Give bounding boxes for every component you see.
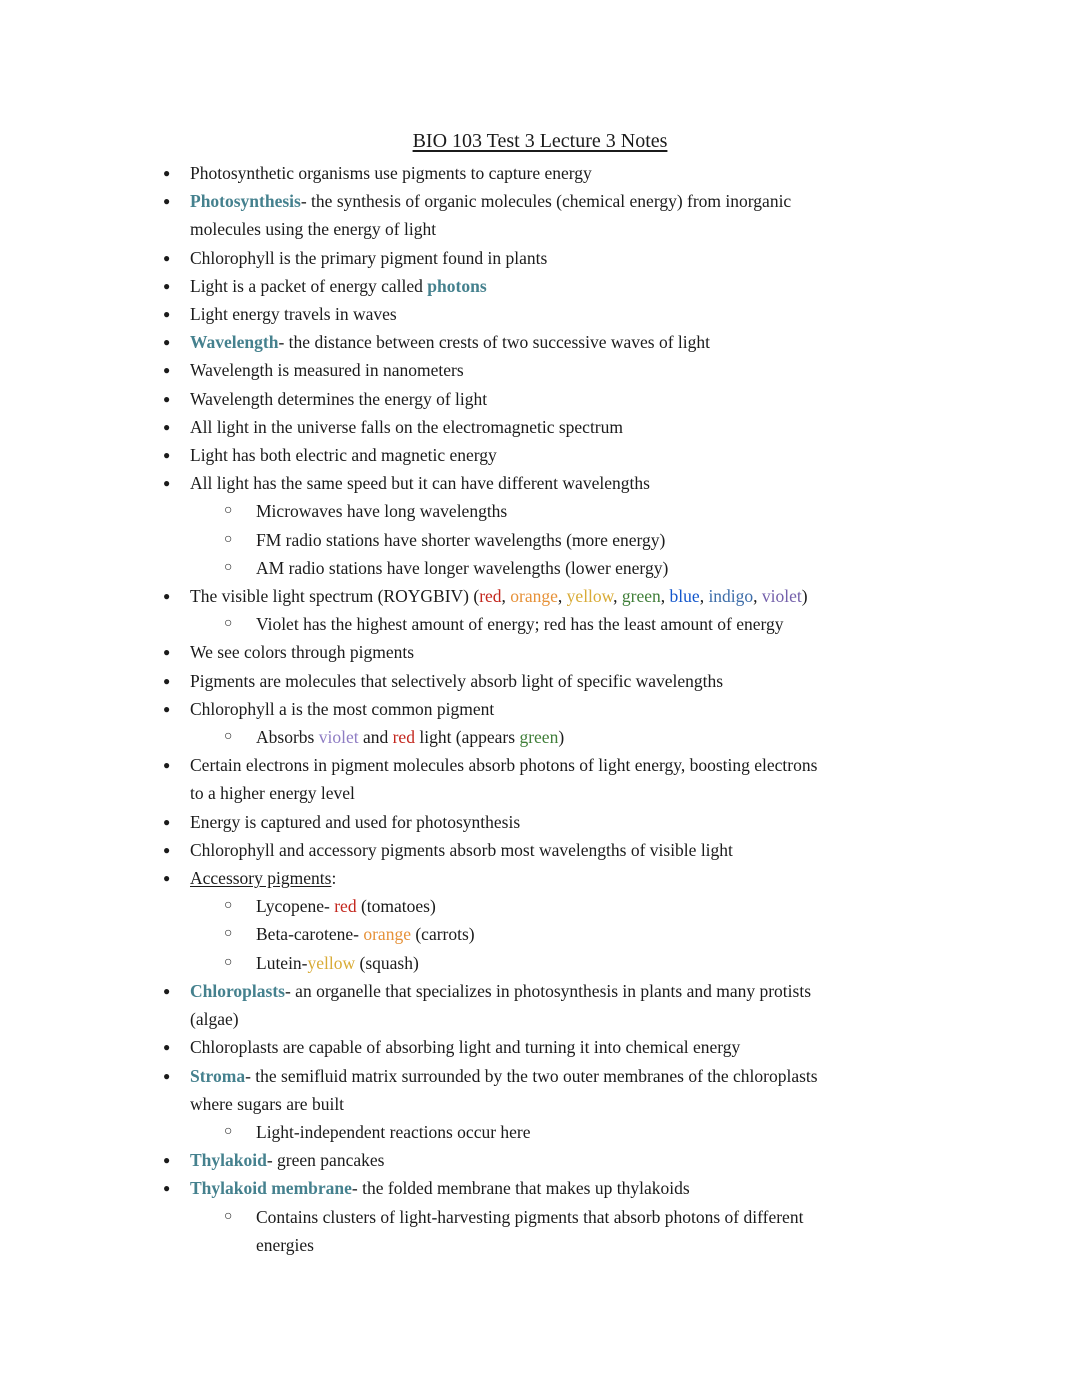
text-segment: Microwaves have long wavelengths bbox=[256, 501, 508, 522]
filled-bullet-icon: ● bbox=[163, 335, 171, 350]
text-segment: red bbox=[479, 586, 502, 607]
text-segment: Lycopene- bbox=[256, 896, 335, 917]
text-segment: , bbox=[613, 586, 622, 607]
text-segment: Energy is captured and used for photosynthesis bbox=[190, 811, 521, 832]
note-text bbox=[190, 332, 710, 352]
note-line bbox=[0, 441, 1080, 469]
text-segment: AM radio stations have longer wavelengths (lower energy) bbox=[256, 557, 669, 578]
note-line bbox=[0, 610, 1080, 638]
filled-bullet-icon: ● bbox=[163, 1040, 171, 1055]
text-segment: (squash) bbox=[355, 952, 419, 973]
note-text bbox=[190, 360, 464, 380]
note-line bbox=[0, 1174, 1080, 1202]
text-segment: orange bbox=[510, 586, 558, 607]
note-line bbox=[0, 187, 1080, 243]
note-text bbox=[190, 1178, 690, 1198]
text-segment: Accessory pigments bbox=[190, 868, 332, 889]
hollow-bullet-icon: ○ bbox=[224, 559, 233, 575]
text-segment: Thylakoid membrane bbox=[190, 1178, 352, 1199]
text-segment: Photosynthesis bbox=[190, 191, 301, 212]
hollow-bullet-icon: ○ bbox=[224, 503, 233, 519]
note-text bbox=[256, 1122, 531, 1142]
hollow-bullet-icon: ○ bbox=[224, 898, 233, 914]
text-segment: blue bbox=[669, 586, 700, 607]
text-segment: Lutein- bbox=[256, 952, 308, 973]
note-line bbox=[0, 526, 1080, 554]
hollow-bullet-icon: ○ bbox=[224, 1123, 233, 1139]
note-line bbox=[0, 469, 1080, 497]
text-segment: (tomatoes) bbox=[356, 896, 436, 917]
note-text bbox=[256, 1207, 803, 1255]
note-text bbox=[190, 276, 487, 296]
text-segment: , bbox=[699, 586, 709, 607]
note-line bbox=[0, 159, 1080, 187]
text-segment: red bbox=[392, 727, 415, 748]
filled-bullet-icon: ● bbox=[163, 391, 171, 406]
note-text bbox=[190, 699, 494, 719]
text-segment: light (appears bbox=[414, 727, 520, 748]
text-segment: Chloroplasts bbox=[190, 980, 285, 1001]
text-segment: Contains clusters of light-harvesting pigments that absorb photons of different energies bbox=[256, 1206, 804, 1255]
note-line bbox=[0, 385, 1080, 413]
text-segment: - the folded membrane that makes up thylakoids bbox=[351, 1178, 690, 1199]
note-line bbox=[0, 497, 1080, 525]
note-line bbox=[0, 949, 1080, 977]
filled-bullet-icon: ● bbox=[163, 673, 171, 688]
note-line bbox=[0, 1118, 1080, 1146]
note-line bbox=[0, 1146, 1080, 1174]
note-line bbox=[0, 1062, 1080, 1118]
note-text bbox=[256, 727, 564, 747]
text-segment: - the distance between crests of two successive waves of light bbox=[278, 332, 711, 353]
note-line bbox=[0, 328, 1080, 356]
text-segment: green bbox=[519, 727, 559, 748]
filled-bullet-icon: ● bbox=[163, 1181, 171, 1196]
note-line bbox=[0, 667, 1080, 695]
text-segment: Wavelength is measured in nanometers bbox=[190, 360, 464, 381]
filled-bullet-icon: ● bbox=[163, 363, 171, 378]
text-segment: ) bbox=[558, 727, 565, 748]
filled-bullet-icon: ● bbox=[163, 589, 171, 604]
note-line bbox=[0, 554, 1080, 582]
note-text bbox=[190, 445, 497, 465]
text-segment: , bbox=[660, 586, 670, 607]
filled-bullet-icon: ● bbox=[163, 701, 171, 716]
text-segment: Chloroplasts are capable of absorbing light and turning it into chemical energy bbox=[190, 1037, 741, 1058]
text-segment: (carrots) bbox=[410, 924, 475, 945]
filled-bullet-icon: ● bbox=[163, 194, 171, 209]
text-segment: Light has both electric and magnetic energy bbox=[190, 445, 497, 466]
note-line bbox=[0, 723, 1080, 751]
note-line bbox=[0, 356, 1080, 384]
text-segment: ) bbox=[801, 586, 808, 607]
hollow-bullet-icon: ○ bbox=[224, 616, 233, 632]
hollow-bullet-icon: ○ bbox=[224, 926, 233, 942]
filled-bullet-icon: ● bbox=[163, 645, 171, 660]
note-text bbox=[190, 671, 723, 691]
text-segment: indigo bbox=[708, 586, 754, 607]
text-segment: Chlorophyll is the primary pigment found in plants bbox=[190, 247, 548, 268]
text-segment: Wavelength determines the energy of light bbox=[190, 388, 488, 409]
filled-bullet-icon: ● bbox=[163, 758, 171, 773]
text-segment: red bbox=[334, 896, 357, 917]
filled-bullet-icon: ● bbox=[163, 1068, 171, 1083]
note-text bbox=[190, 1037, 740, 1057]
note-text bbox=[190, 755, 817, 803]
text-segment: Beta-carotene- bbox=[256, 924, 364, 945]
text-segment: and bbox=[358, 727, 393, 748]
note-text bbox=[190, 586, 808, 606]
note-text bbox=[256, 530, 665, 550]
text-segment: orange bbox=[363, 924, 411, 945]
note-text bbox=[256, 558, 668, 578]
text-segment: Wavelength bbox=[190, 332, 279, 353]
text-segment: The visible light spectrum (ROYGBIV) ( bbox=[190, 586, 480, 607]
note-line bbox=[0, 977, 1080, 1033]
note-line bbox=[0, 920, 1080, 948]
note-text bbox=[190, 417, 623, 437]
text-segment: , bbox=[557, 586, 567, 607]
text-segment: All light has the same speed but it can have different wavelengths bbox=[190, 473, 650, 494]
note-line bbox=[0, 1033, 1080, 1061]
note-text bbox=[256, 953, 419, 973]
note-text bbox=[190, 1066, 818, 1114]
text-segment: Stroma bbox=[190, 1065, 246, 1086]
note-text bbox=[190, 304, 397, 324]
text-segment: FM radio stations have shorter wavelengths (more energy) bbox=[256, 529, 666, 550]
note-text bbox=[256, 501, 507, 521]
text-segment: Photosynthetic organisms use pigments to capture energy bbox=[190, 163, 592, 183]
text-segment: - an organelle that specializes in photosynthesis in plants and many protists (algae) bbox=[190, 980, 812, 1030]
filled-bullet-icon: ● bbox=[163, 814, 171, 829]
notes-list bbox=[0, 159, 1080, 1259]
text-segment: violet bbox=[761, 586, 802, 607]
note-text bbox=[256, 896, 436, 916]
text-segment: Absorbs bbox=[256, 727, 319, 748]
page-title: BIO 103 Test 3 Lecture 3 Notes bbox=[412, 130, 668, 152]
hollow-bullet-icon: ○ bbox=[224, 531, 233, 547]
filled-bullet-icon: ● bbox=[163, 166, 171, 180]
note-text bbox=[256, 924, 475, 944]
note-text bbox=[190, 473, 650, 493]
text-segment: Pigments are molecules that selectively absorb light of specific wavelengths bbox=[190, 670, 724, 691]
text-segment: , bbox=[501, 586, 511, 607]
filled-bullet-icon: ● bbox=[163, 448, 171, 463]
note-line bbox=[0, 751, 1080, 807]
filled-bullet-icon: ● bbox=[163, 842, 171, 857]
text-segment: : bbox=[331, 868, 337, 889]
note-line bbox=[0, 272, 1080, 300]
note-line bbox=[0, 695, 1080, 723]
note-text bbox=[190, 1150, 384, 1170]
text-segment: - the synthesis of organic molecules (chemical energy) from inorganic molecules using the energy of light bbox=[190, 191, 792, 240]
note-text bbox=[256, 614, 784, 634]
hollow-bullet-icon: ○ bbox=[224, 729, 233, 745]
text-segment: Certain electrons in pigment molecules absorb photons of light energy, boosting electrons to a higher energy level bbox=[190, 755, 818, 804]
filled-bullet-icon: ● bbox=[163, 307, 171, 322]
text-segment: We see colors through pigments bbox=[190, 642, 415, 663]
text-segment: Light-independent reactions occur here bbox=[256, 1121, 531, 1142]
note-text bbox=[190, 981, 811, 1029]
note-text bbox=[190, 163, 592, 183]
note-line bbox=[0, 864, 1080, 892]
text-segment: photons bbox=[427, 275, 487, 296]
text-segment: violet bbox=[318, 727, 359, 748]
text-segment: Thylakoid bbox=[190, 1150, 267, 1171]
text-segment: Violet has the highest amount of energy; red has the least amount of energy bbox=[256, 614, 784, 635]
text-segment: - the semifluid matrix surrounded by the two outer membranes of the chloroplasts where sugars are built bbox=[190, 1065, 818, 1114]
filled-bullet-icon: ● bbox=[163, 476, 171, 491]
text-segment: Chlorophyll a is the most common pigment bbox=[190, 698, 495, 719]
note-line bbox=[0, 413, 1080, 441]
note-text bbox=[190, 642, 414, 662]
filled-bullet-icon: ● bbox=[163, 983, 171, 998]
text-segment: Light energy travels in waves bbox=[190, 304, 397, 325]
text-segment: All light in the universe falls on the electromagnetic spectrum bbox=[190, 416, 623, 437]
text-segment: - green pancakes bbox=[266, 1150, 385, 1171]
note-text bbox=[190, 840, 733, 860]
note-line bbox=[0, 300, 1080, 328]
filled-bullet-icon: ● bbox=[163, 278, 171, 293]
text-segment: green bbox=[621, 586, 661, 607]
text-segment: yellow bbox=[566, 586, 614, 607]
note-text bbox=[190, 812, 520, 832]
filled-bullet-icon: ● bbox=[163, 250, 171, 265]
note-line bbox=[0, 808, 1080, 836]
note-line bbox=[0, 1203, 1080, 1259]
text-segment: Chlorophyll and accessory pigments absorb most wavelengths of visible light bbox=[190, 839, 733, 860]
note-text bbox=[190, 248, 547, 268]
note-line bbox=[0, 892, 1080, 920]
note-line bbox=[0, 582, 1080, 610]
filled-bullet-icon: ● bbox=[163, 1153, 171, 1168]
text-segment: , bbox=[753, 586, 762, 607]
note-text bbox=[190, 868, 336, 888]
text-segment: Light is a packet of energy called bbox=[190, 275, 428, 296]
note-line bbox=[0, 244, 1080, 272]
hollow-bullet-icon: ○ bbox=[224, 954, 233, 970]
filled-bullet-icon: ● bbox=[163, 419, 171, 434]
note-line bbox=[0, 638, 1080, 666]
filled-bullet-icon: ● bbox=[163, 871, 171, 886]
text-segment: yellow bbox=[307, 952, 356, 973]
note-text bbox=[190, 191, 791, 239]
note-line bbox=[0, 836, 1080, 864]
hollow-bullet-icon: ○ bbox=[224, 1208, 233, 1224]
note-text bbox=[190, 389, 487, 409]
